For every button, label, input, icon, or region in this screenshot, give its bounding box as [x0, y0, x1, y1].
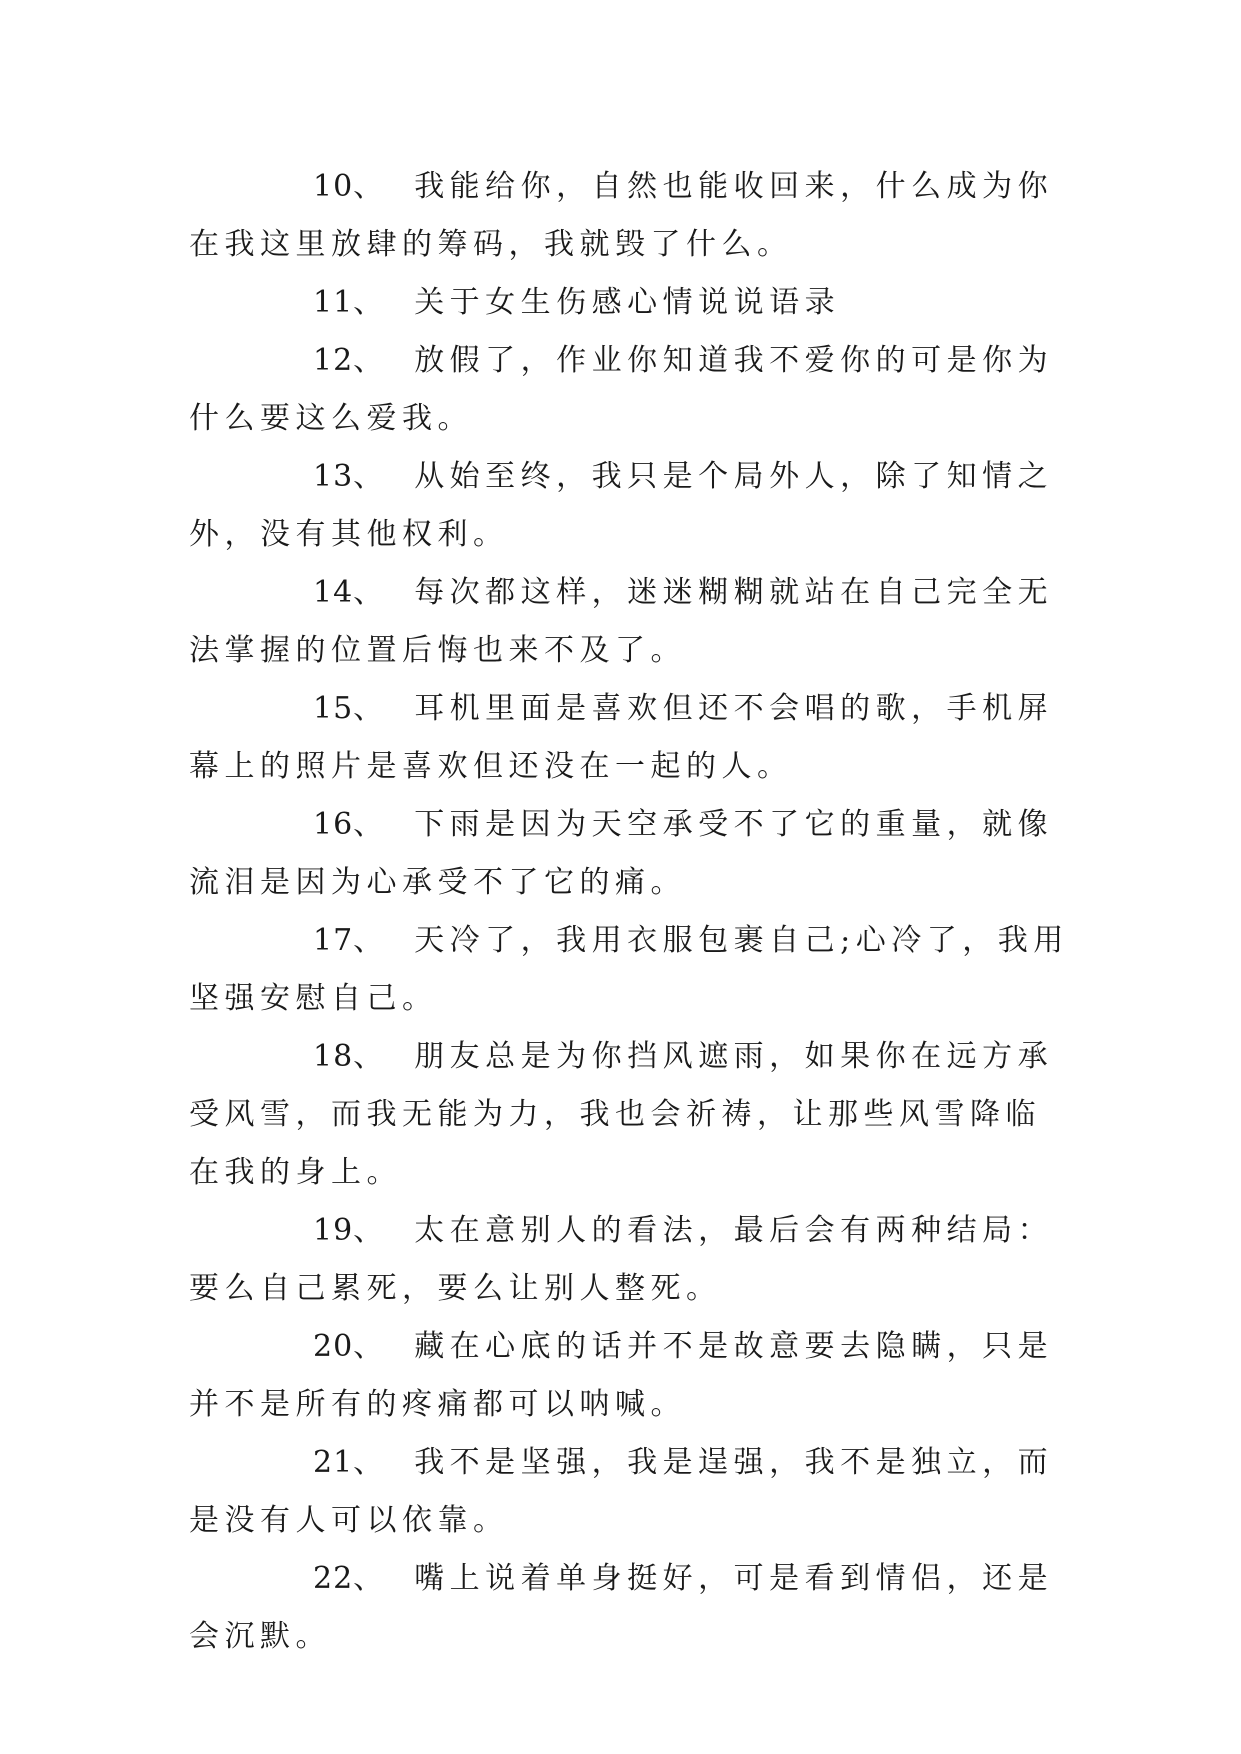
item-text: 从始至终，我只是个局外人，除了知情之外，没有其他权利。	[189, 459, 1054, 552]
list-item	[189, 274, 1069, 332]
list-item	[189, 1550, 1069, 1666]
list-item	[189, 158, 1069, 274]
item-text: 我不是坚强，我是逞强，我不是独立，而是没有人可以依靠。	[189, 1445, 1054, 1538]
item-text: 耳机里面是喜欢但还不会唱的歌，手机屏幕上的照片是喜欢但还没在一起的人。	[189, 691, 1054, 784]
item-number: 18、	[313, 1039, 385, 1074]
item-number: 17、	[313, 923, 385, 958]
item-text: 天冷了，我用衣服包裹自己;心冷了，我用坚强安慰自己。	[189, 923, 1069, 1016]
document-body	[189, 158, 1069, 1666]
list-item	[189, 448, 1069, 564]
item-number: 16、	[313, 807, 385, 842]
list-item	[189, 1028, 1069, 1202]
item-text: 藏在心底的话并不是故意要去隐瞒，只是并不是所有的疼痛都可以呐喊。	[189, 1329, 1054, 1422]
item-text: 放假了，作业你知道我不爱你的可是你为什么要这么爱我。	[189, 343, 1054, 436]
list-item	[189, 680, 1069, 796]
item-number: 10、	[313, 169, 385, 204]
item-text: 下雨是因为天空承受不了它的重量，就像流泪是因为心承受不了它的痛。	[189, 807, 1054, 900]
item-number: 11、	[313, 285, 385, 320]
list-item	[189, 912, 1069, 1028]
item-text: 关于女生伤感心情说说语录	[414, 285, 841, 320]
item-text: 太在意别人的看法，最后会有两种结局：要么自己累死，要么让别人整死。	[189, 1213, 1054, 1306]
list-item	[189, 564, 1069, 680]
item-text: 朋友总是为你挡风遮雨，如果你在远方承受风雪，而我无能为力，我也会祈祷，让那些风雪降临在我的身上。	[189, 1039, 1054, 1190]
list-item	[189, 332, 1069, 448]
item-number: 19、	[313, 1213, 385, 1248]
item-number: 13、	[313, 459, 385, 494]
item-number: 12、	[313, 343, 385, 378]
list-item	[189, 796, 1069, 912]
list-item	[189, 1318, 1069, 1434]
list-item	[189, 1434, 1069, 1550]
item-text: 嘴上说着单身挺好，可是看到情侣，还是会沉默。	[189, 1561, 1054, 1654]
item-number: 20、	[313, 1329, 385, 1364]
item-number: 15、	[313, 691, 385, 726]
item-text: 我能给你，自然也能收回来，什么成为你在我这里放肆的筹码，我就毁了什么。	[189, 169, 1054, 262]
item-text: 每次都这样，迷迷糊糊就站在自己完全无法掌握的位置后悔也来不及了。	[189, 575, 1054, 668]
item-number: 14、	[313, 575, 385, 610]
item-number: 21、	[313, 1445, 385, 1480]
item-number: 22、	[313, 1561, 385, 1596]
list-item	[189, 1202, 1069, 1318]
